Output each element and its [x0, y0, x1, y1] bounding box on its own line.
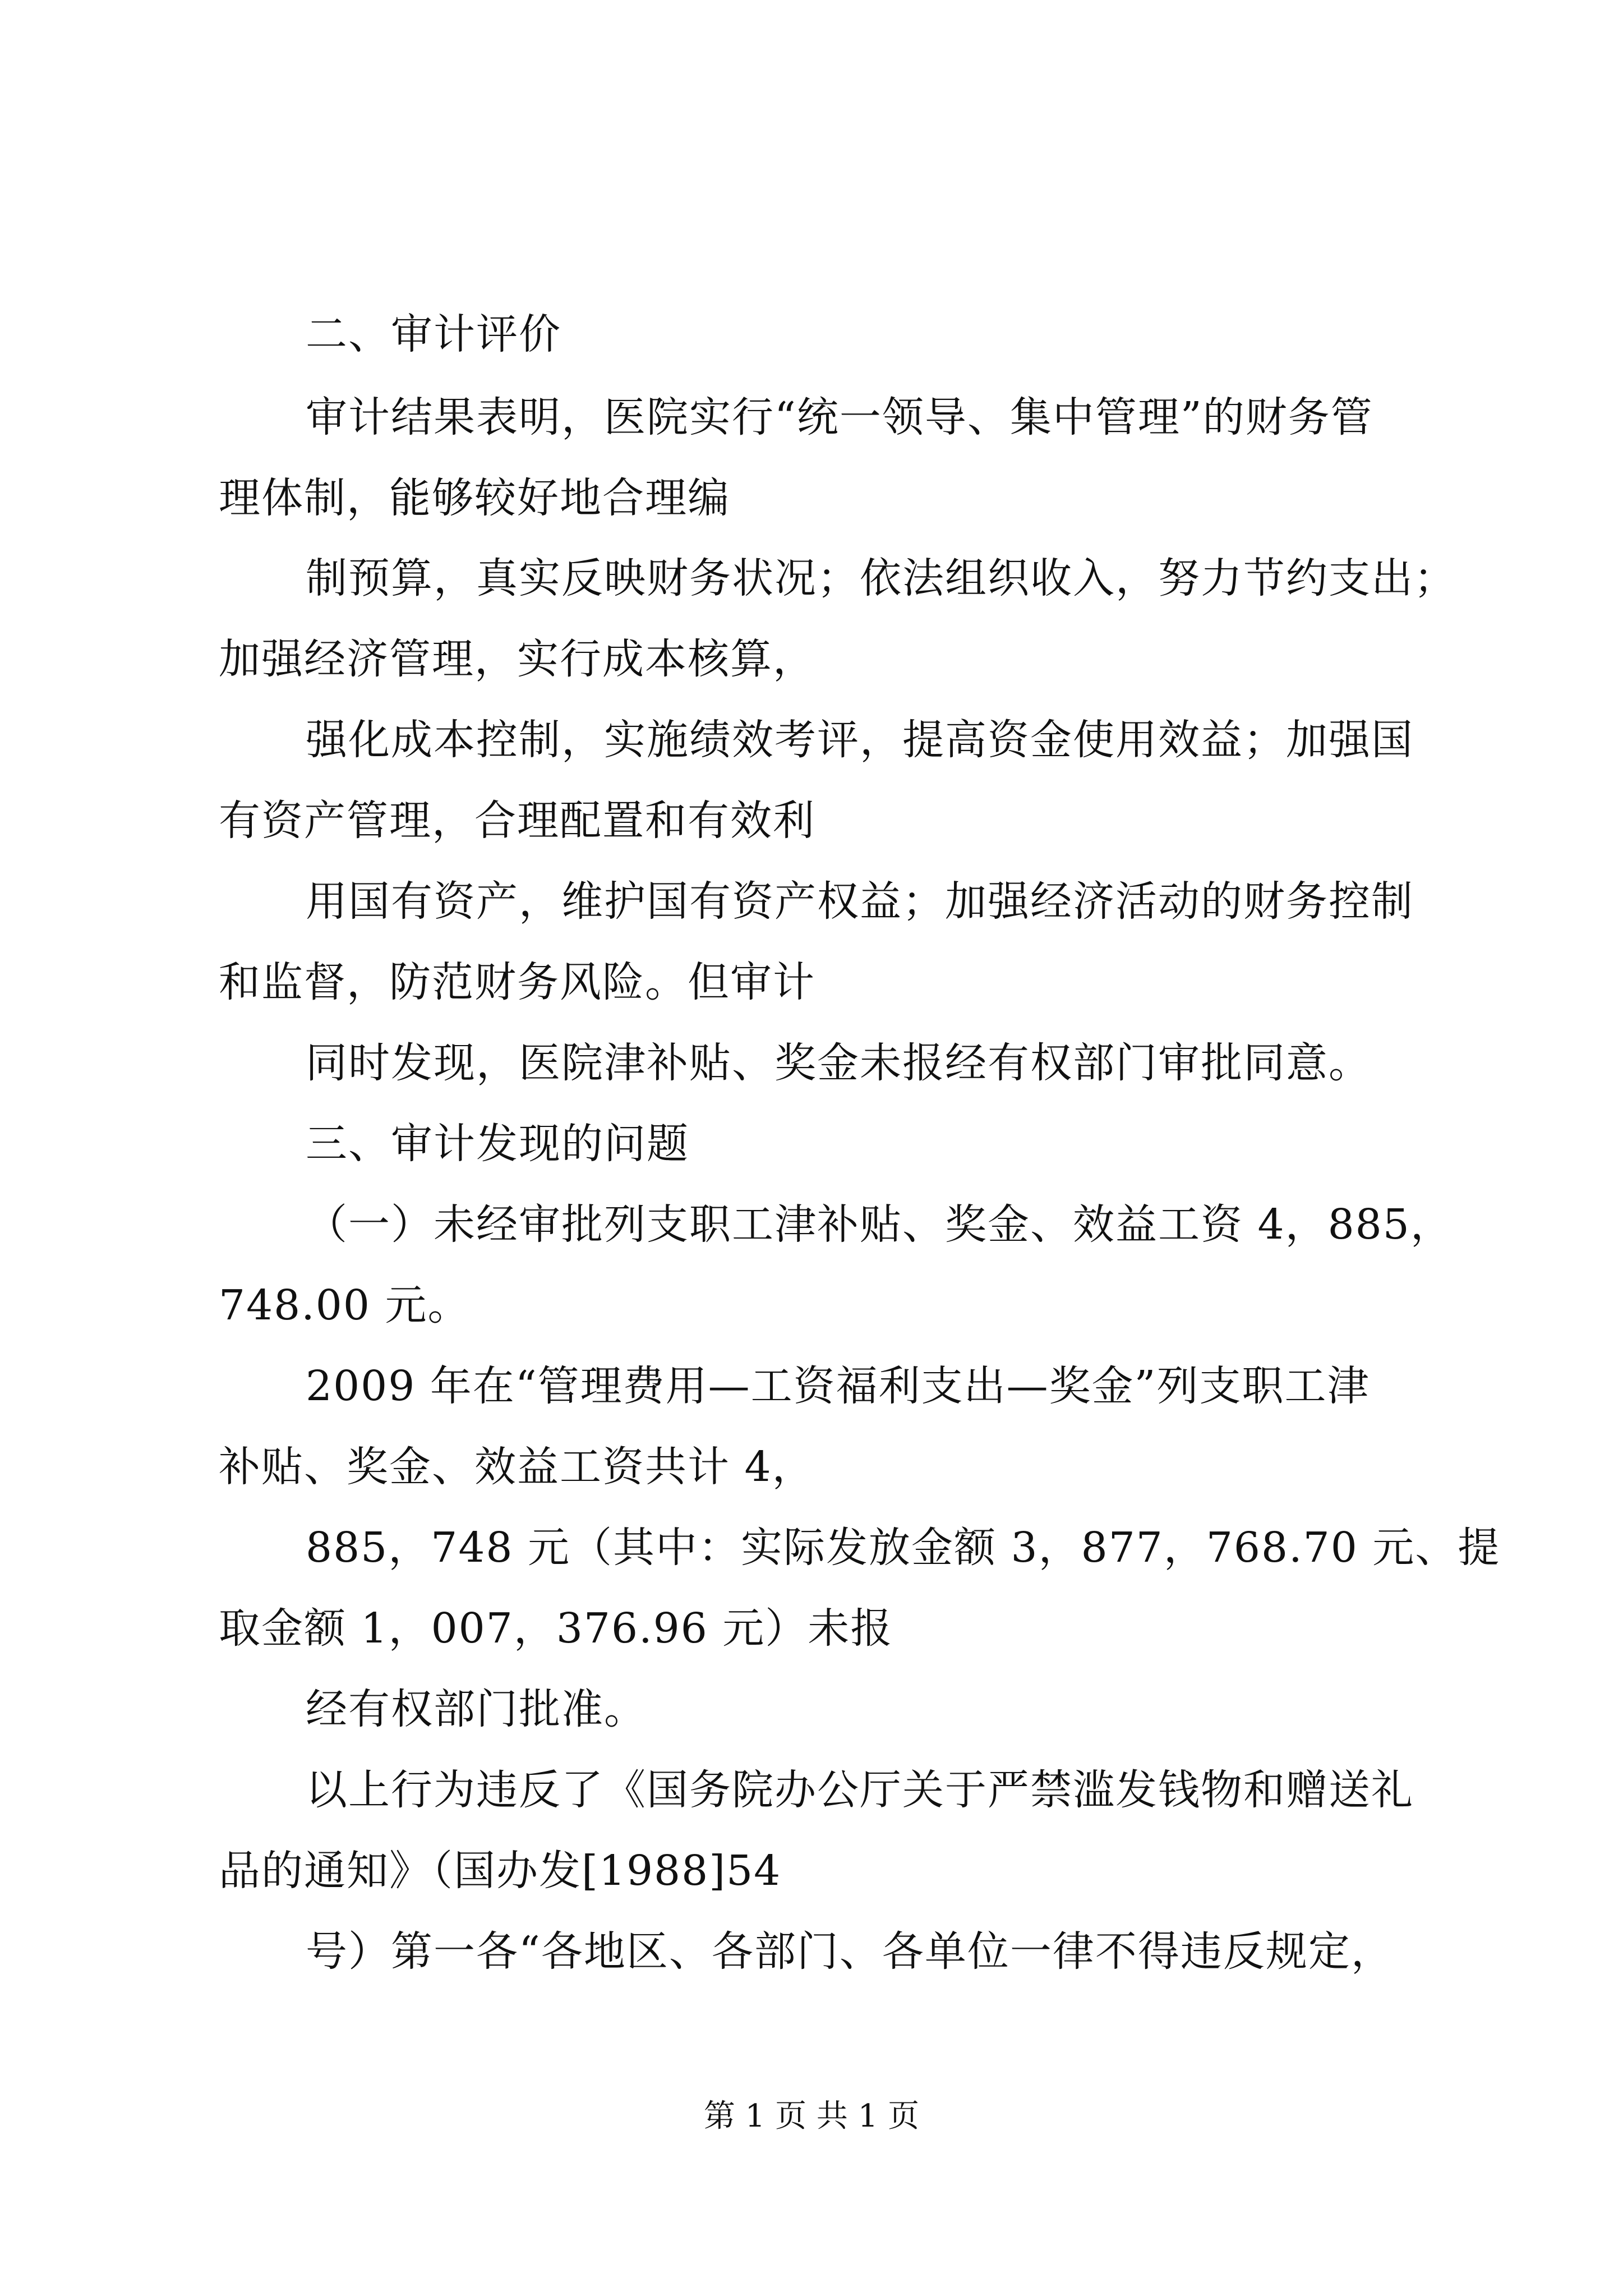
section-heading-audit-evaluation: 二、审计评价 [306, 310, 561, 358]
body-text-line: 补贴、奖金、效益工资共计 4， [219, 1443, 815, 1491]
body-text-line: 885，748 元（其中：实际发放金额 3，877，768.70 元、提 [306, 1524, 1501, 1572]
body-text-line: （一）未经审批列支职工津补贴、奖金、效益工资 4，885， [306, 1200, 1453, 1249]
body-text-line: 经有权部门批准。 [306, 1685, 647, 1733]
body-text-line: 品的通知》（国办发[1988]54 [219, 1847, 782, 1895]
body-text-line: 用国有资产，维护国有资产权益；加强经济活动的财务控制 [306, 877, 1414, 926]
body-text-line: 2009 年在“管理费用—工资福利支出—奖金”列支职工津 [306, 1362, 1370, 1410]
body-text-line: 强化成本控制，实施绩效考评，提高资金使用效益；加强国 [306, 716, 1414, 764]
body-text-line: 理体制，能够较好地合理编 [219, 474, 730, 522]
body-text-line: 和监督，防范财务风险。但审计 [219, 958, 815, 1006]
body-text-line: 748.00 元。 [219, 1281, 471, 1329]
body-text-line: 同时发现，医院津补贴、奖金未报经有权部门审批同意。 [306, 1039, 1371, 1087]
body-text-line: 号）第一各“各地区、各部门、各单位一律不得违反规定， [306, 1927, 1394, 1976]
body-text-line: 制预算，真实反映财务状况；依法组织收入，努力节约支出； [306, 554, 1456, 602]
body-text-line: 审计结果表明，医院实行“统一领导、集中管理”的财务管 [306, 393, 1373, 441]
body-text-line: 有资产管理，合理配置和有效利 [219, 797, 815, 845]
body-text-line: 取金额 1，007，376.96 元）未报 [219, 1604, 893, 1653]
body-text-line: 以上行为违反了《国务院办公厅关于严禁滥发钱物和赠送礼 [306, 1766, 1414, 1814]
section-heading-audit-findings: 三、审计发现的问题 [306, 1120, 689, 1168]
page-number-footer: 第 1 页 共 1 页 [703, 2098, 920, 2134]
body-text-line: 加强经济管理，实行成本核算， [219, 635, 815, 683]
